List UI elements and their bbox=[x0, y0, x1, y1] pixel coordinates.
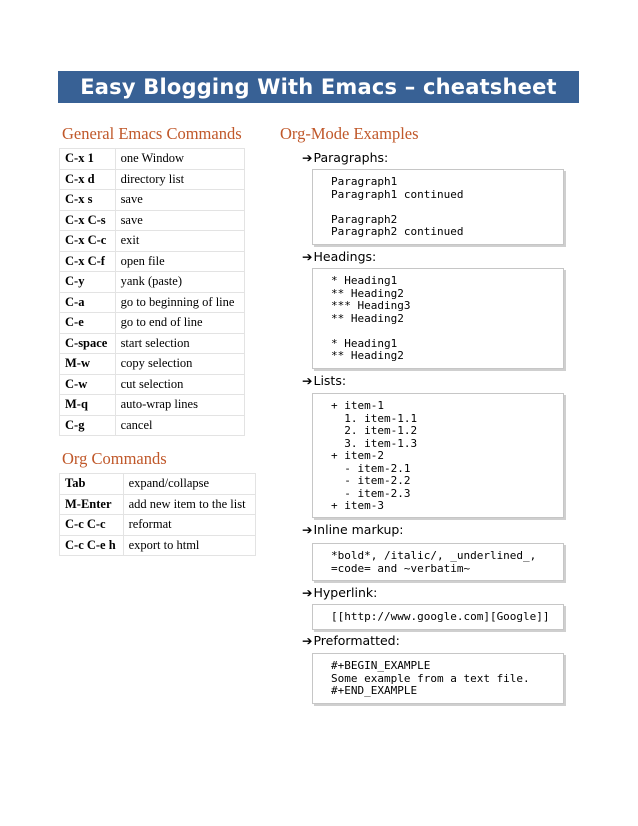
general-command-key: C-x d bbox=[60, 169, 116, 190]
org-command-description: add new item to the list bbox=[123, 494, 255, 515]
general-command-key: C-y bbox=[60, 272, 116, 293]
general-command-row bbox=[60, 190, 245, 211]
general-command-description: directory list bbox=[115, 169, 244, 190]
general-command-key: C-x C-c bbox=[60, 231, 116, 252]
general-command-description: start selection bbox=[115, 333, 244, 354]
general-command-description: copy selection bbox=[115, 354, 244, 375]
general-command-description: save bbox=[115, 190, 244, 211]
general-command-row bbox=[60, 313, 245, 334]
example-label-preformatted: ➔Preformatted: bbox=[302, 633, 400, 648]
general-command-row bbox=[60, 292, 245, 313]
example-label-lists: ➔Lists: bbox=[302, 373, 347, 388]
general-command-description: exit bbox=[115, 231, 244, 252]
general-command-key: C-x C-s bbox=[60, 210, 116, 231]
general-command-key: C-x s bbox=[60, 190, 116, 211]
general-command-key: C-a bbox=[60, 292, 116, 313]
org-command-key: C-c C-c bbox=[60, 515, 124, 536]
general-command-description: go to end of line bbox=[115, 313, 244, 334]
general-commands-table bbox=[59, 148, 245, 436]
org-command-description: expand/collapse bbox=[123, 474, 255, 495]
general-command-row bbox=[60, 149, 245, 170]
example-label-headings: ➔Headings: bbox=[302, 249, 377, 264]
general-command-key: C-e bbox=[60, 313, 116, 334]
general-command-row bbox=[60, 251, 245, 272]
general-command-row bbox=[60, 415, 245, 436]
arrow-icon: ➔ bbox=[302, 633, 313, 648]
general-command-key: C-space bbox=[60, 333, 116, 354]
general-command-row bbox=[60, 231, 245, 252]
org-command-key: M-Enter bbox=[60, 494, 124, 515]
org-command-row bbox=[60, 474, 256, 495]
org-command-key: Tab bbox=[60, 474, 124, 495]
general-command-key: C-x C-f bbox=[60, 251, 116, 272]
general-command-description: open file bbox=[115, 251, 244, 272]
general-command-key: C-w bbox=[60, 374, 116, 395]
general-command-row bbox=[60, 374, 245, 395]
general-command-description: go to beginning of line bbox=[115, 292, 244, 313]
general-command-row bbox=[60, 210, 245, 231]
general-command-description: save bbox=[115, 210, 244, 231]
org-command-key: C-c C-e h bbox=[60, 535, 124, 556]
org-mode-examples-heading: Org-Mode Examples bbox=[280, 124, 419, 143]
org-command-row bbox=[60, 515, 256, 536]
code-block-preformatted: #+BEGIN_EXAMPLE Some example from a text file. #+END_EXAMPLE bbox=[312, 653, 564, 704]
general-command-row bbox=[60, 333, 245, 354]
general-command-key: C-x 1 bbox=[60, 149, 116, 170]
arrow-icon: ➔ bbox=[302, 150, 313, 165]
org-commands-table bbox=[59, 473, 256, 556]
example-label-inline-markup: ➔Inline markup: bbox=[302, 522, 404, 537]
arrow-icon: ➔ bbox=[302, 249, 313, 264]
org-command-description: export to html bbox=[123, 535, 255, 556]
general-command-row bbox=[60, 354, 245, 375]
code-block-lists: + item-1 1. item-1.1 2. item-1.2 3. item-1.3 + item-2 - item-2.1 - item-2.2 - item-2.3 + item-3 bbox=[312, 393, 564, 518]
code-block-headings: * Heading1 ** Heading2 *** Heading3 ** Heading2 * Heading1 ** Heading2 bbox=[312, 268, 564, 369]
arrow-icon: ➔ bbox=[302, 373, 313, 388]
example-label-paragraphs: ➔Paragraphs: bbox=[302, 150, 389, 165]
general-command-row bbox=[60, 395, 245, 416]
org-commands-heading: Org Commands bbox=[62, 449, 167, 468]
org-command-row bbox=[60, 494, 256, 515]
general-command-row bbox=[60, 169, 245, 190]
general-commands-heading: General Emacs Commands bbox=[62, 124, 242, 143]
general-command-description: yank (paste) bbox=[115, 272, 244, 293]
page-title: Easy Blogging With Emacs – cheatsheet bbox=[58, 71, 579, 103]
general-command-description: one Window bbox=[115, 149, 244, 170]
org-command-description: reformat bbox=[123, 515, 255, 536]
general-command-description: auto-wrap lines bbox=[115, 395, 244, 416]
general-command-key: M-w bbox=[60, 354, 116, 375]
general-command-description: cut selection bbox=[115, 374, 244, 395]
code-block-paragraphs: Paragraph1 Paragraph1 continued Paragraph2 Paragraph2 continued bbox=[312, 169, 564, 245]
general-command-key: M-q bbox=[60, 395, 116, 416]
general-command-key: C-g bbox=[60, 415, 116, 436]
arrow-icon: ➔ bbox=[302, 522, 313, 537]
code-block-inline-markup: *bold*, /italic/, _underlined_, =code= and ~verbatim~ bbox=[312, 543, 564, 581]
general-command-description: cancel bbox=[115, 415, 244, 436]
arrow-icon: ➔ bbox=[302, 585, 313, 600]
code-block-hyperlink: [[http://www.google.com][Google]] bbox=[312, 604, 564, 630]
general-command-row bbox=[60, 272, 245, 293]
org-command-row bbox=[60, 535, 256, 556]
example-label-hyperlink: ➔Hyperlink: bbox=[302, 585, 378, 600]
